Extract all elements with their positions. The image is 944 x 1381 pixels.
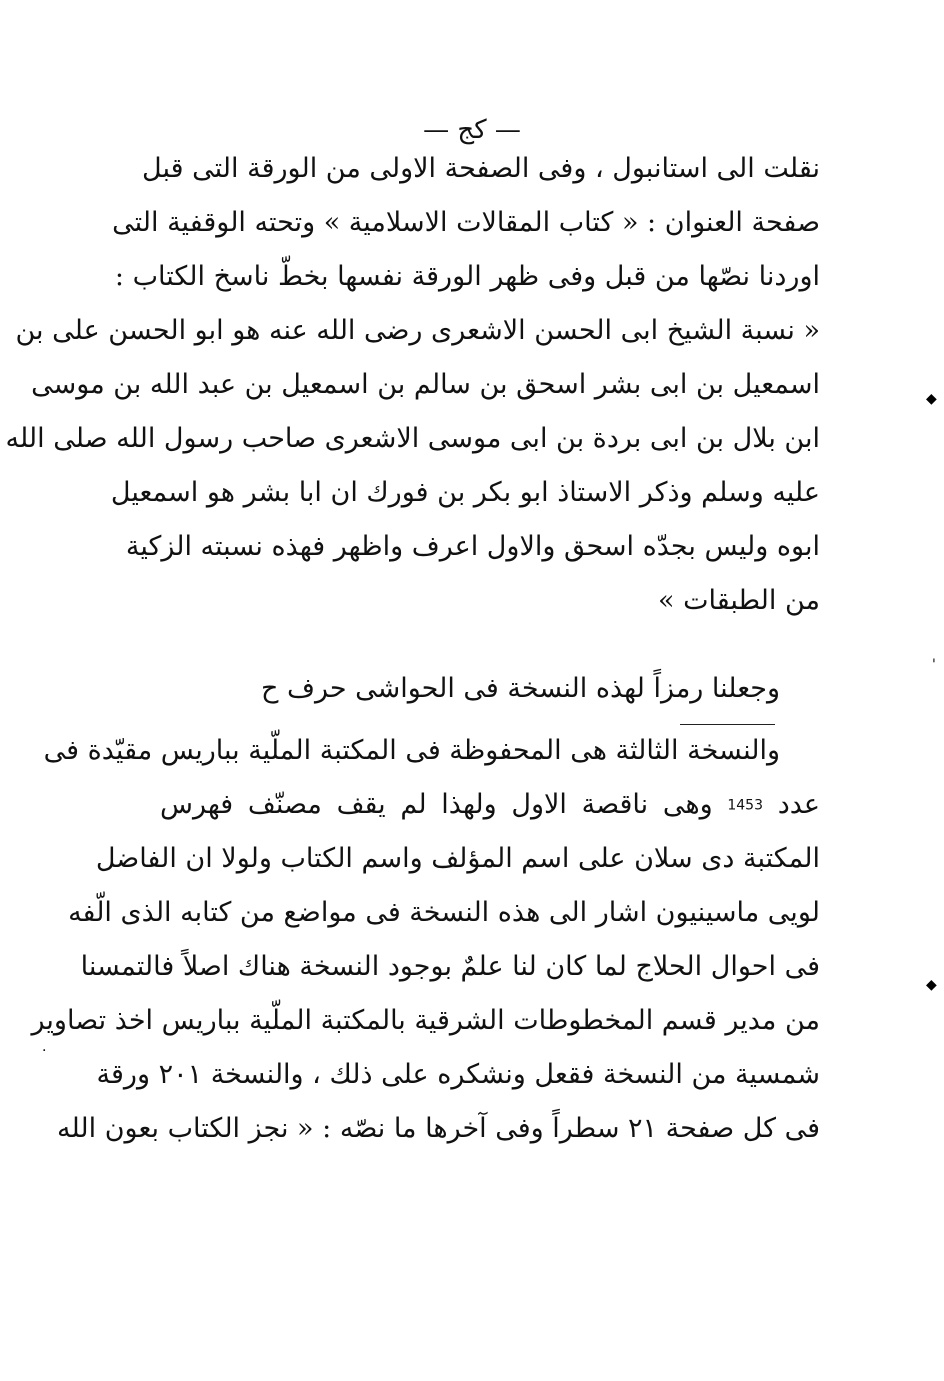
- text-line: نقلت الى استانبول ، وفى الصفحة الاولى من الورقة التى قبل: [142, 153, 820, 184]
- text-line: ابن بلال بن ابى بردة بن ابى موسى الاشعرى صاحب رسول الله صلى الله: [5, 423, 820, 454]
- text-line: اوردنا نصّها من قبل وفى ظهر الورقة نفسها بخطّ ناسخ الكتاب :: [114, 261, 820, 292]
- margin-mark: ': [932, 657, 936, 673]
- text-line: شمسية من النسخة فقعل ونشكره على ذلك ، والنسخة ٢٠١ ورقة: [96, 1059, 820, 1090]
- text-line: [160, 778, 820, 832]
- text-line: ابوه وليس بجدّه اسحق والاول اعرف واظهر فهذه نسبته الزكية: [125, 531, 820, 562]
- margin-mark: ·: [42, 1043, 47, 1059]
- paragraph-1: [5, 142, 820, 628]
- paragraph-2: وجعلنا رمزاً لهذه النسخة فى الحواشى حرف ح: [260, 673, 780, 704]
- text-line: والنسخة الثالثة هى المحفوظة فى المكتبة الملّية بباريس مقيّدة فى: [43, 735, 780, 766]
- text-line: اسمعيل بن ابى بشر اسحق بن سالم بن اسمعيل بن عبد الله بن موسى: [31, 369, 820, 400]
- margin-mark: ◆: [926, 391, 937, 407]
- text-line: عليه وسلم وذكر الاستاذ ابو بكر بن فورك ان ابا بشر هو اسمعيل: [110, 477, 820, 508]
- margin-mark: ◆: [926, 977, 937, 993]
- paragraph-3: [31, 724, 820, 1156]
- text-line: من مدير قسم المخطوطات الشرقية بالمكتبة الملّية بباريس اخذ تصاوير: [31, 1005, 820, 1036]
- text-line: « نسبة الشيخ ابى الحسن الاشعرى رضى الله عنه هو ابو الحسن على بن: [15, 315, 820, 346]
- text-line: صفحة العنوان : « كتاب المقالات الاسلامية » وتحته الوقفية التى: [112, 207, 820, 238]
- page-number: — كج —: [423, 115, 521, 145]
- text-line: لويى ماسينيون اشار الى هذه النسخة فى مواضع من كتابه الذى الّفه: [68, 897, 820, 928]
- text-line: من الطبقات »: [657, 585, 820, 616]
- text-segment: وهى ناقصة الاول ولهذا لم يقف مصنّف فهرس: [160, 789, 713, 820]
- text-line: فى كل صفحة ٢١ سطراً وفى آخرها ما نصّه : « نجز الكتاب بعون الله: [57, 1113, 820, 1144]
- text-segment: عدد: [777, 789, 820, 820]
- text-line: المكتبة دى سلان على اسم المؤلف واسم الكتاب ولولا ان الفاضل: [95, 843, 820, 874]
- text-line: فى احوال الحلاج لما كان لنا علمٌ بوجود النسخة هناك اصلاً فالتمسنا: [80, 951, 820, 982]
- manuscript-number: 1453: [727, 797, 763, 814]
